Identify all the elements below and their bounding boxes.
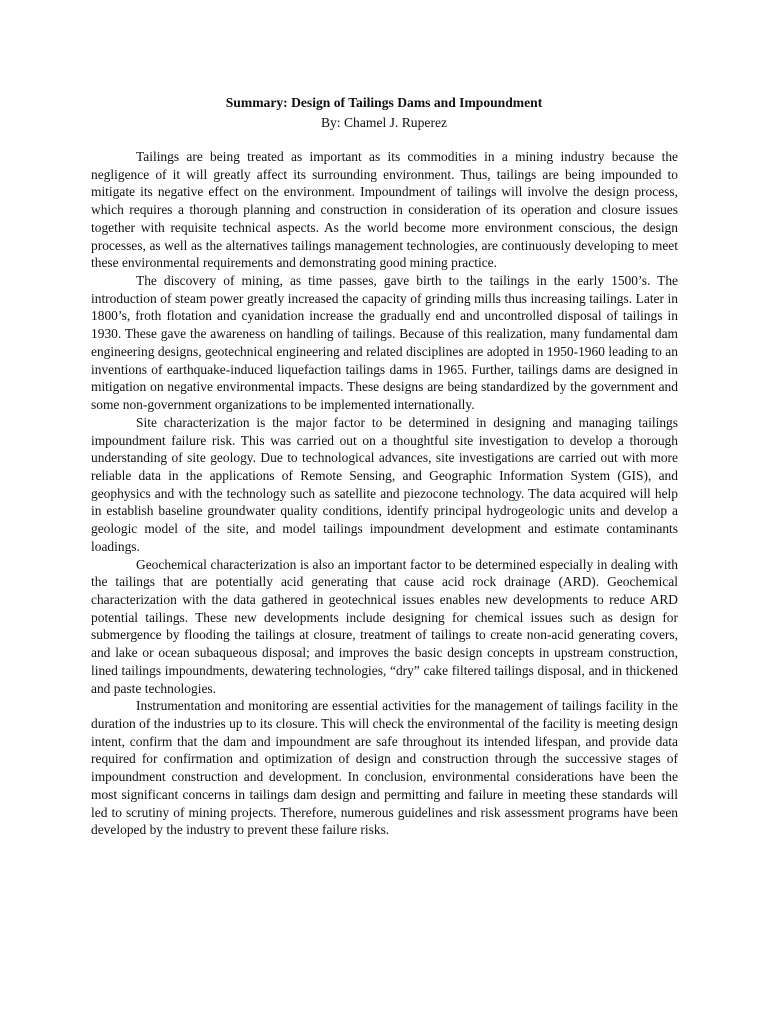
document-header [0,93,768,133]
document-title: Summary: Design of Tailings Dams and Impoundment [225,95,543,110]
paragraph-introduction: Tailings are being treated as important as its commodities in a mining industry because the negligence of it will greatly affect its surrounding environment. Thus, tailings are being impounded to mitigate its negative effect on the environment. Impoundment of tailings will involve the design process, which requires a thorough planning and construction in consideration of its operation and closure issues together with requisite technical aspects. As the world become more environment conscious, the design processes, as well as the alternatives tailings management technologies, are continuously developing to meet these environmental requirements and demonstrating good mining practice. [91,149,678,271]
paragraph-history: The discovery of mining, as time passes, gave birth to the tailings in the early 1500’s. The introduction of steam power greatly increased the capacity of grinding mills thus increasing tailings. Later in 1800’s, froth flotation and cyanidation increase the gradually end and uncontrolled disposal of tailings in 1930. These gave the awareness on handling of tailings. Because of this realization, many fundamental dam engineering designs, geotechnical engineering and related disciplines are adopted in 1950-1960 leading to an inventions of earthquake-induced liquefaction tailings dams in 1965. Further, tailings dams are designed in mitigation on negative environmental impacts. These designs are being standardized by the government and some non-government organizations to be implemented internationally. [91,273,678,413]
document-body [91,148,678,839]
document-byline: By: Chamel J. Ruperez [320,115,448,130]
paragraph-site-characterization: Site characterization is the major factor to be determined in designing and managing tailings impoundment failure risk. This was carried out on a thoughtful site investigation to develop a thorough understanding of site geology. Due to technological advances, site investigations are carried out with more reliable data in the applications of Remote Sensing, and Geographic Information System (GIS), and geophysics and with the technology such as satellite and piezocone technology. The data acquired will help in establish baseline groundwater quality conditions, identify principal hydrogeologic units and develop a geologic model of the site, and model tailings impoundment development and estimate contaminants loadings. [91,414,678,554]
paragraph-geochemical-characterization: Geochemical characterization is also an important factor to be determined especially in dealing with the tailings that are potentially acid generating that cause acid rock drainage (ARD). Geochemical characterization with the data gathered in geotechnical issues enables new developments to reduce ARD potential tailings. These new developments include designing for chemical issues such as design for submergence by flooding the tailings at closure, treatment of tailings to create non-acid generating covers, and lake or ocean subaqueous disposal; and improves the basic design concepts in upstream construction, lined tailings impoundments, dewatering technologies, “dry” cake filtered tailings disposal, and in thickened and paste technologies. [91,556,678,696]
paragraph-instrumentation-monitoring: Instrumentation and monitoring are essential activities for the management of tailings facility in the duration of the industries up to its closure. This will check the environmental of the facility is meeting design intent, confirm that the dam and impoundment are safe throughout its intended lifespan, and provide data required for confirmation and optimization of design and construction through the successive stages of impoundment construction and development. In conclusion, environmental considerations have been the most significant concerns in tailings dam design and permitting and failure in meeting these standards will led to scrutiny of mining projects. Therefore, numerous guidelines and risk assessment programs have been developed by the industry to prevent these failure risks. [91,698,678,838]
